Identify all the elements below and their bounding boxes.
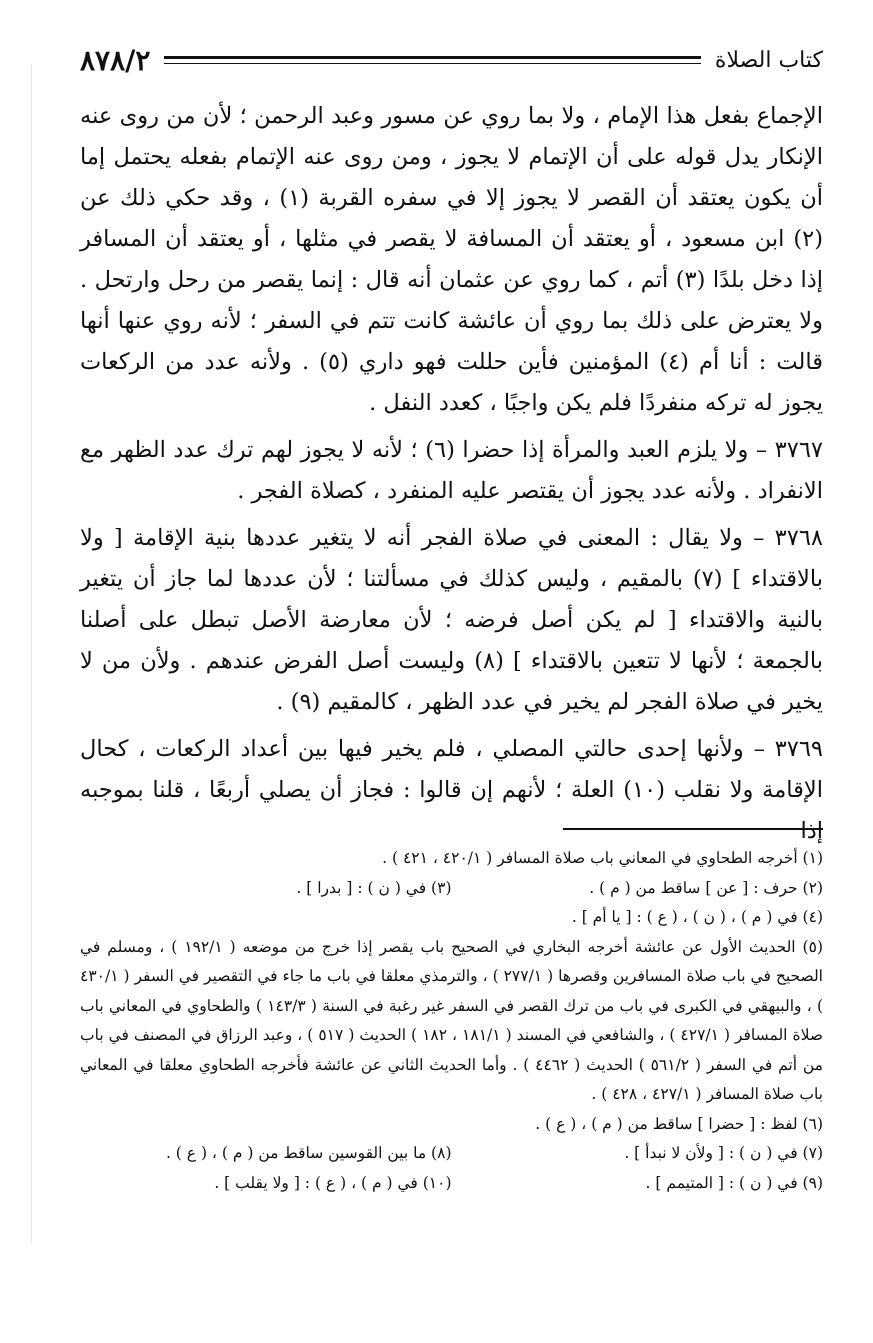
paragraph: ٣٧٦٩ – ولأنها إحدى حالتي المصلي ، فلم يخير فيها بين أعداد الركعات ، كحال الإقامة ولا نقلب (١٠) العلة ؛ لأنهم إن قالوا : فجاز أن يصلي أربعًا ، قلنا بموجبه إذا	[80, 736, 823, 844]
header-rule	[164, 56, 701, 64]
footnote-8: (٨) ما بين القوسين ساقط من ( م ) ، ( ع ) .	[165, 1144, 452, 1162]
footnote-5: (٥) الحديث الأول عن عائشة أخرجه البخاري في الصحيح باب يقصر إذا خرج من موضعه ( ١٩٢/١ ) ، ومسلم في الصحيح في باب صلاة المسافرين وقصرها ( ٢٧٧/١ ) ، والترمذي معلقا في باب ما جاء في التقصير في السفر ( ٤٣٠/١ ) ، والبيهقي في الكبرى في باب من ترك القصر في السفر غير رغبة في السنة ( ١٤٣/٣ ) والطحاوي في المعاني باب صلاة المسافر ( ٤٢٧/١ ) ، والشافعي في المسند ( ١٨١/١ ، ١٨٢ ) الحديث ( ٥١٧ ) ، وعبد الرزاق في المصنف في باب من أتم في السفر ( ٥٦١/٢ ) الحديث ( ٤٤٦٢ ) . وأما الحديث الثاني عن عائشة فأخرجه الطحاوي معلقا في المعاني باب صلاة المسافر ( ٤٢٧/١ ، ٤٢٨ ) .	[80, 937, 824, 1103]
paragraph: ٣٧٦٧ – ولا يلزم العبد والمرأة إذا حضرا (٦) ؛ لأنه لا يجوز لهم ترك عدد الظهر مع الانفراد . ولأنه عدد يجوز أن يقتصر عليه المنفرد ، كصلاة الفجر .	[80, 437, 823, 504]
footnote-separator	[563, 828, 823, 830]
running-header	[80, 40, 823, 80]
footnote-10: (١٠) في ( م ) ، ( ع ) : [ ولا يقلب ] .	[214, 1173, 452, 1192]
book-title: كتاب الصلاة	[714, 47, 823, 73]
footnote-4: (٤) في ( م ) ، ( ن ) ، ( ع ) : [ يا أم ] .	[571, 908, 823, 926]
footnote-6: (٦) لفظ : [ حضرا ] ساقط من ( م ) ، ( ع ) .	[535, 1114, 823, 1133]
paragraph: ٣٧٦٨ – ولا يقال : المعنى في صلاة الفجر أنه لا يتغير عددها بنية الإقامة [ ولا بالاقتداء ] (٧) بالمقيم ، وليس كذلك في مسألتنا ؛ لأن عددها لما جاز أن يتغير بالنية والاقتداء [ لم يكن أصل فرضه ؛ لأن معارضة الأصل تبطل على أصلنا بالجمعة ؛ لأنها لا تتعين بالاقتداء ] (٨) وليست أصل الفرض عندهم . ولأن من لا يخير في صلاة الفجر لم يخير في عدد الظهر ، كالمقيم (٩) .	[80, 525, 823, 715]
footnote-3: (٣) في ( ن ) : [ بدرا ] .	[296, 878, 452, 897]
page-number: ٨٧٨/٢	[80, 43, 151, 77]
footnote-row	[80, 1169, 823, 1199]
binding-shadow	[31, 64, 32, 1244]
footnote-row	[80, 1139, 823, 1169]
footnote-row	[80, 874, 823, 904]
main-text	[80, 96, 823, 858]
footnote-7: (٧) في ( ن ) : [ ولأن لا نبدأ ] .	[624, 1144, 823, 1162]
footnote-1: (١) أخرجه الطحاوي في المعاني باب صلاة المسافر ( ٤٢٠/١ ، ٤٢١ ) .	[382, 849, 823, 867]
paragraph: الإجماع بفعل هذا الإمام ، ولا بما روي عن مسور وعبد الرحمن ؛ لأن من روى عنه الإنكار يدل قوله على أن الإتمام لا يجوز ، ومن روى عنه الإتمام بفعله يحتمل إما أن يكون يعتقد أن القصر لا يجوز إلا في سفره القربة (١) ، وقد حكي ذلك عن (٢) ابن مسعود ، أو يعتقد أن المسافة لا يقصر في مثلها ، أو يعتقد أن المسافر إذا دخل بلدًا (٣) أتم ، كما روي عن عثمان أنه قال : إنما يقصر من رحل وارتحل . ولا يعترض على ذلك بما روي أن عائشة كانت تتم في السفر ؛ لأنه روي عنها أنها قالت : أنا أم (٤) المؤمنين فأين حللت فهو داري (٥) . ولأنه عدد من الركعات يجوز له تركه منفردًا فلم يكن واجبًا ، كعدد النفل .	[80, 103, 823, 416]
footnotes	[80, 844, 823, 1198]
footnote-2: (٢) حرف : [ عن ] ساقط من ( م ) .	[589, 878, 823, 897]
footnote-9: (٩) في ( ن ) : [ المتيمم ] .	[645, 1173, 823, 1192]
